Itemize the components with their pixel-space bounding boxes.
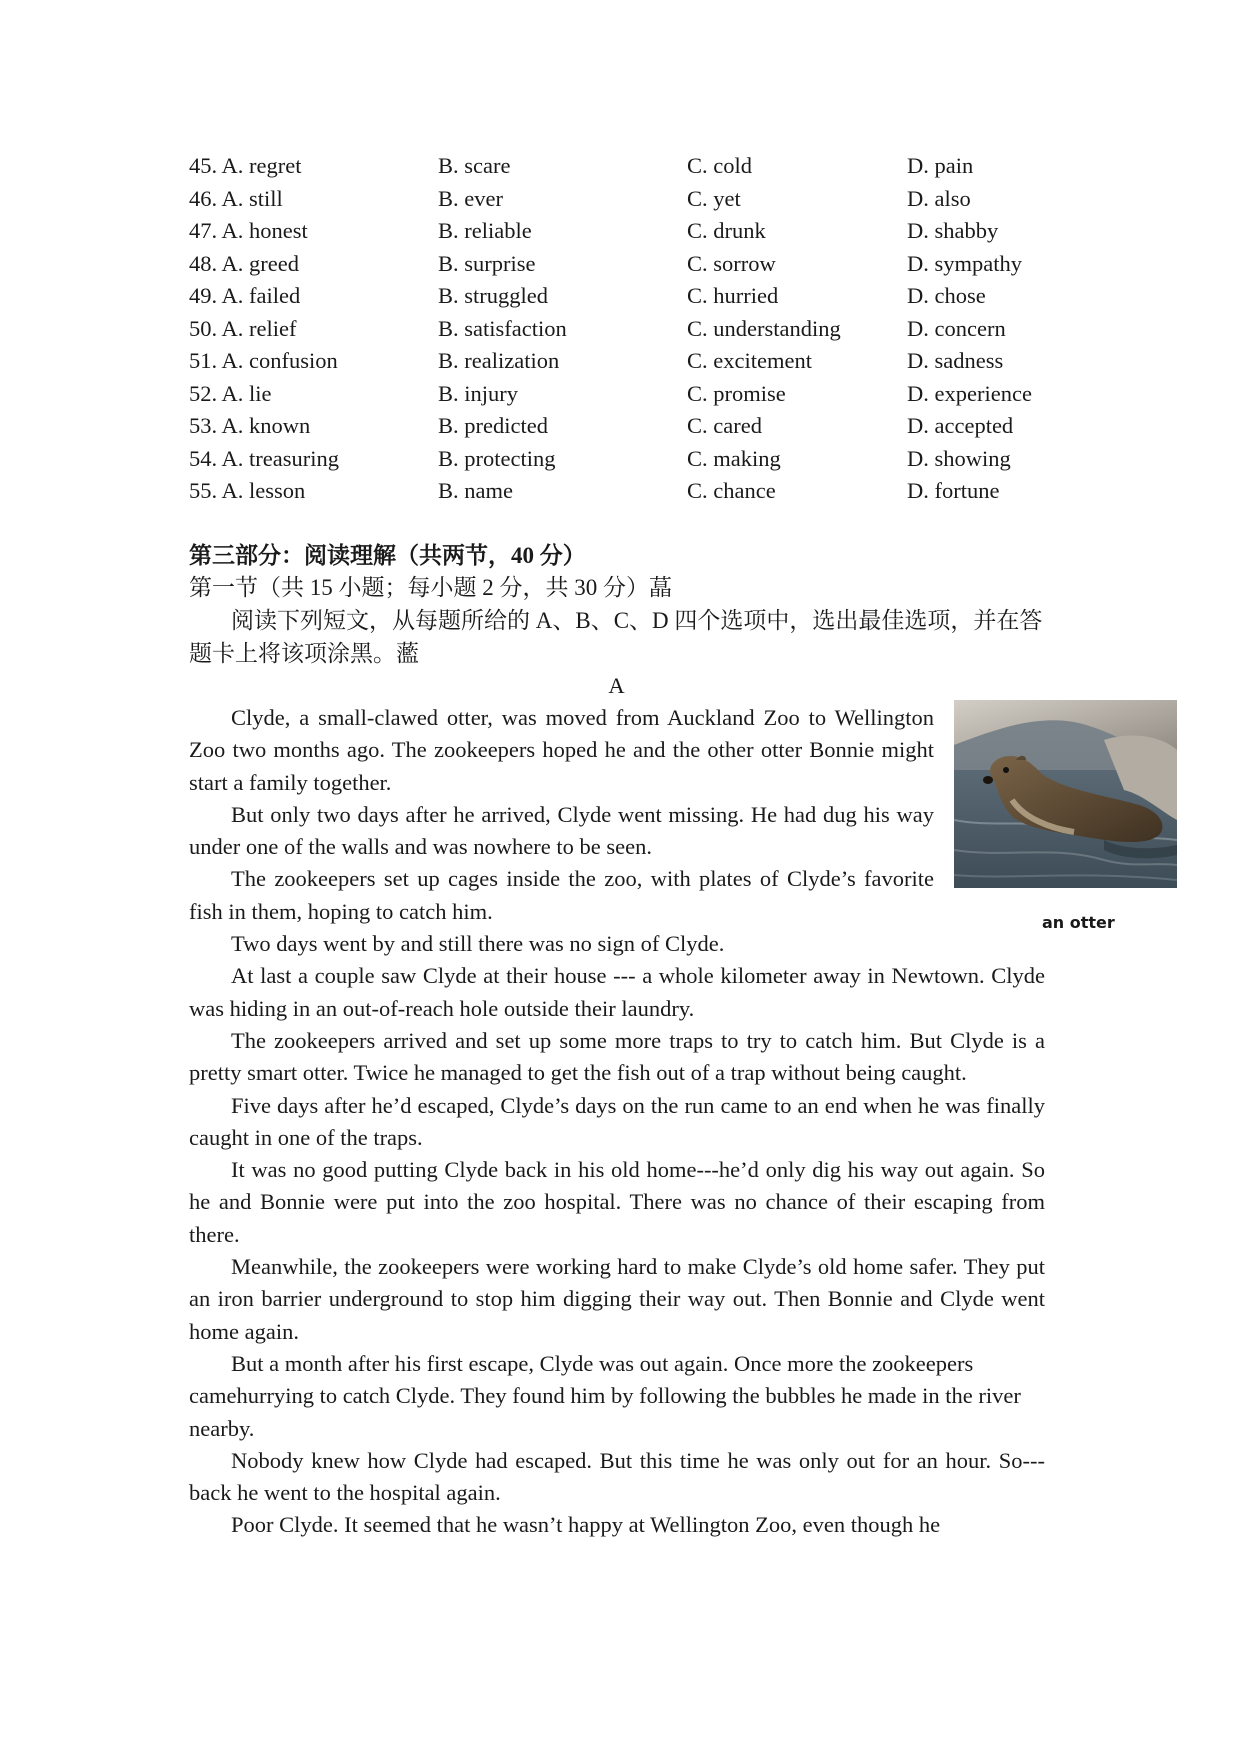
option-b: B. ever [438,185,503,211]
passage-paragraph: But a month after his first escape, Clyde was out again. Once more the zookeepers camehurrying to catch Clyde. They found him by following the bubbles he made in the river nearby. [189,1350,1021,1441]
option-d: D. showing [907,445,1011,471]
option-a: 52. A. lie [189,380,272,406]
option-b: B. scare [438,153,511,178]
option-c: C. hurried [687,283,779,308]
option-a: 53. A. known [189,413,311,438]
option-a: 50. A. relief [189,315,297,341]
option-b: B. injury [438,380,519,406]
answer-options-table [189,150,1089,508]
option-row [189,183,1089,216]
option-d: D. concern [907,315,1006,341]
option-c: C. excitement [687,348,812,373]
option-c: C. sorrow [687,250,776,276]
passage-paragraph: But only two days after he arrived, Clyde went missing. He had dug his way under one of the walls and was nowhere to be seen. [189,801,934,860]
option-row [189,410,1089,443]
image-caption: an otter [1042,913,1115,932]
option-row [189,475,1089,508]
option-c: C. yet [687,185,741,211]
passage-paragraph: Nobody knew how Clyde had escaped. But this time he was only out for an hour. So---back he went to the hospital again. [189,1447,1045,1506]
option-d: D. sadness [907,348,1004,373]
passage-paragraph: Poor Clyde. It seemed that he wasn’t happy at Wellington Zoo, even though he [231,1512,941,1538]
option-a: 45. A. regret [189,153,302,178]
section-subtitle: 第一节（共 15 小题；每小题 2 分，共 30 分）蕌 [189,575,672,600]
option-row [189,280,1089,313]
option-c: C. chance [687,478,776,503]
option-row [189,150,1089,183]
option-a: 49. A. failed [189,283,301,308]
option-a: 51. A. confusion [189,348,338,373]
option-row [189,378,1089,411]
section-instruction: 阅读下列短文，从每题所给的 A、B、C、D 四个选项中，选出最佳选项，并在答题卡上将该项涂黑。蘫 [189,608,1043,666]
option-b: B. predicted [438,413,548,438]
option-row [189,443,1089,476]
option-d: D. experience [907,380,1032,406]
option-c: C. making [687,445,781,471]
option-a: 55. A. lesson [189,478,306,503]
option-b: B. satisfaction [438,315,567,341]
option-b: B. realization [438,348,560,373]
option-d: D. chose [907,283,986,308]
passage-paragraph: It was no good putting Clyde back in his old home---he’d only dig his way out again. So he and Bonnie were put into the zoo hospital. There was no chance of their escaping from there. [189,1157,1045,1247]
passage-paragraph: At last a couple saw Clyde at their house --- a whole kilometer away in Newtown. Clyde was hiding in an out-of-reach hole outside their laundry. [189,963,1045,1021]
option-d: D. sympathy [907,250,1022,276]
passage-paragraph: Meanwhile, the zookeepers were working hard to make Clyde’s old home safer. They put an iron barrier underground to stop him digging their way out. Then Bonnie and Clyde went home again. [189,1254,1045,1344]
option-d: D. also [907,185,971,211]
option-a: 54. A. treasuring [189,445,339,471]
option-b: B. protecting [438,445,556,471]
option-row [189,313,1089,346]
option-a: 47. A. honest [189,218,308,243]
passage-paragraph: The zookeepers set up cages inside the zoo, with plates of Clyde’s favorite fish in them, hoping to catch him. [189,866,934,924]
passage-paragraph: The zookeepers arrived and set up some more traps to try to catch him. But Clyde is a pretty smart otter. Twice he managed to get the fish out of a trap without being caught. [189,1027,1045,1086]
option-b: B. name [438,478,513,503]
passage-body [189,702,1045,1542]
passage-paragraph: Five days after he’d escaped, Clyde’s days on the run came to an end when he was finally caught in one of the traps. [189,1092,1045,1150]
option-row [189,345,1089,378]
option-c: C. drunk [687,218,766,243]
section-title: 第三部分：阅读理解（共两节，40 分） [189,543,586,568]
passage-paragraph: Two days went by and still there was no sign of Clyde. [231,931,725,957]
option-b: B. struggled [438,283,548,308]
option-row [189,248,1089,281]
passage-letter: A [608,673,625,698]
option-a: 48. A. greed [189,250,299,276]
option-c: C. promise [687,380,786,406]
option-c: C. cared [687,413,762,438]
option-row [189,215,1089,248]
option-b: B. reliable [438,218,532,243]
passage-paragraph: Clyde, a small-clawed otter, was moved from Auckland Zoo to Wellington Zoo two months ago. The zookeepers hoped he and the other otter Bonnie might start a family together. [189,705,934,795]
option-d: D. fortune [907,478,1000,503]
option-d: D. pain [907,153,974,178]
option-c: C. understanding [687,315,841,341]
option-c: C. cold [687,153,752,178]
option-d: D. shabby [907,218,999,243]
option-d: D. accepted [907,413,1014,438]
option-b: B. surprise [438,250,536,276]
option-a: 46. A. still [189,185,283,211]
